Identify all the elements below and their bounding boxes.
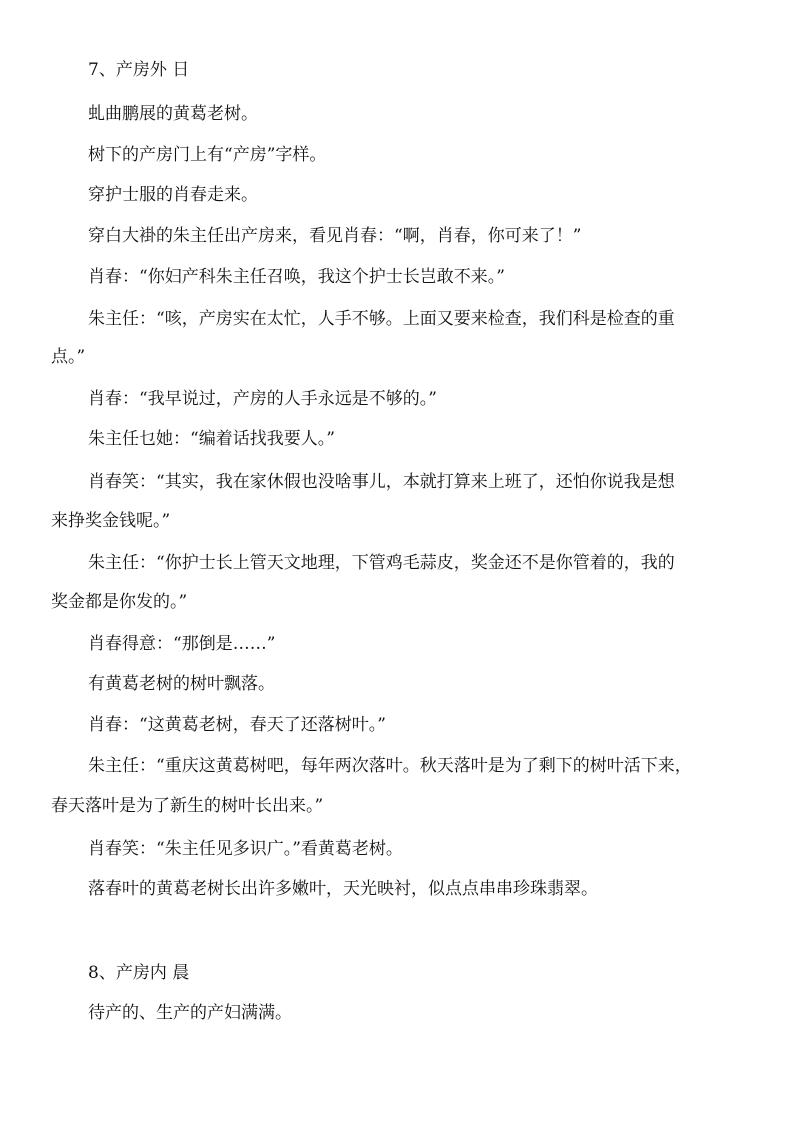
paragraph-continuation: 春天落叶是为了新生的树叶长出来。” xyxy=(51,796,324,816)
paragraph-continuation: 奖金都是你发的。” xyxy=(51,592,188,612)
paragraph: 朱主任：“重庆这黄葛树吧，每年两次落叶。秋天落叶是为了剩下的树叶活下来， xyxy=(88,756,692,776)
paragraph: 肖春笑：“朱主任见多识广。”看黄葛老树。 xyxy=(88,839,403,859)
paragraph: 肖春笑：“其实，我在家休假也没啥事儿，本就打算来上班了，还怕你说我是想 xyxy=(88,472,675,492)
paragraph: 落春叶的黄葛老树长出许多嫩叶，天光映衬，似点点串串珍珠翡翠。 xyxy=(88,879,598,899)
paragraph: 肖春：“这黄葛老树，春天了还落树叶。” xyxy=(88,715,386,735)
scene-heading-8: 8、产房内 晨 xyxy=(88,963,190,983)
paragraph: 肖春：“你妇产科朱主任召唤，我这个护士长岂敢不来。” xyxy=(88,267,505,287)
paragraph-continuation: 点。” xyxy=(51,347,86,367)
paragraph: 穿护士服的肖春走来。 xyxy=(88,185,258,205)
paragraph: 待产的、生产的产妇满满。 xyxy=(88,1003,292,1023)
paragraph: 肖春得意：“那倒是……” xyxy=(88,634,276,654)
scene-heading-7: 7、产房外 日 xyxy=(88,60,190,80)
paragraph: 穿白大褂的朱主任出产房来，看见肖春：“啊，肖春，你可来了！” xyxy=(88,226,582,246)
paragraph: 虬曲鹏展的黄葛老树。 xyxy=(88,104,258,124)
paragraph: 树下的产房门上有“产房”字样。 xyxy=(88,145,327,165)
paragraph: 有黄葛老树的树叶飘落。 xyxy=(88,674,275,694)
paragraph: 朱主任：“你护士长上管天文地理，下管鸡毛蒜皮，奖金还不是你管着的，我的 xyxy=(88,553,675,573)
paragraph: 朱主任：“咳，产房实在太忙，人手不够。上面又要来检查，我们科是检查的重 xyxy=(88,309,675,329)
paragraph: 肖春：“我早说过，产房的人手永远是不够的。” xyxy=(88,389,437,409)
paragraph-continuation: 来挣奖金钱呢。” xyxy=(51,511,171,531)
paragraph: 朱主任乜她：“编着话找我要人。” xyxy=(88,429,335,449)
